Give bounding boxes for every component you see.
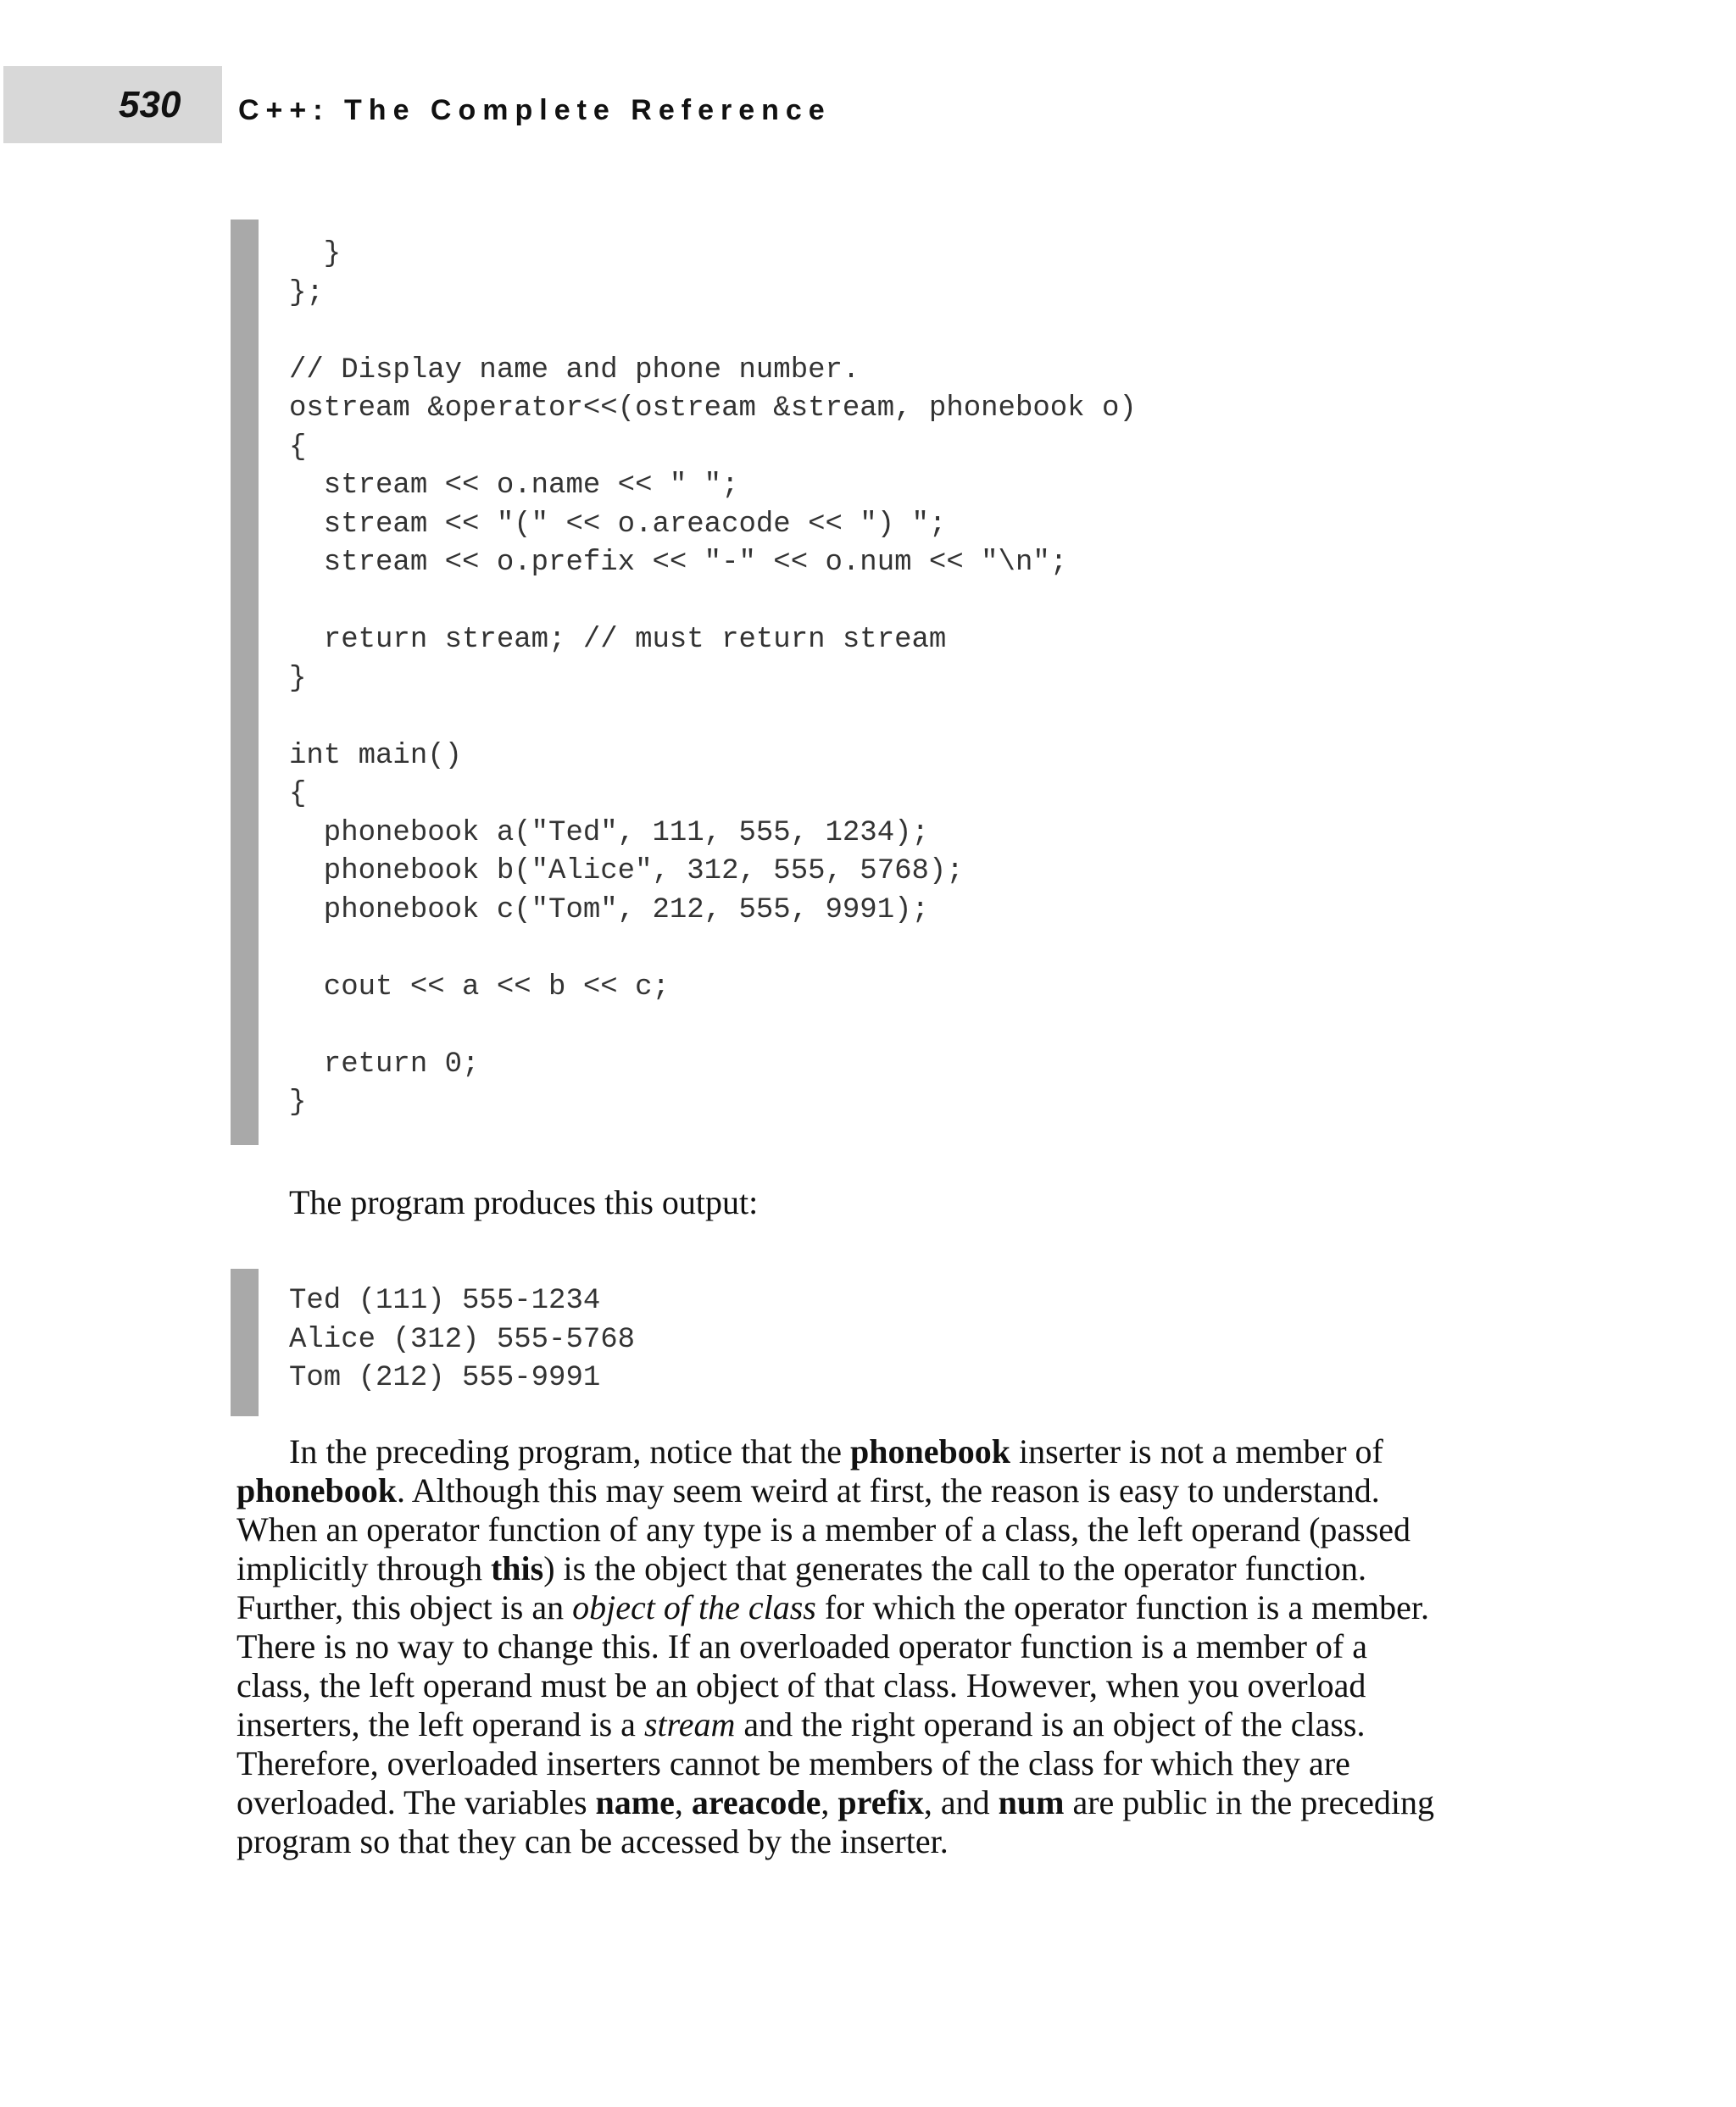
code-line: } (289, 238, 342, 270)
code-listing-bar (231, 220, 259, 1145)
code-line: stream << "(" << o.areacode << ") "; (289, 508, 947, 541)
paragraph-line: When an operator function of any type is a member of a class, the left operand (passed (236, 1510, 1411, 1548)
code-line: } (289, 1087, 307, 1119)
code-line: stream << o.prefix << "-" << o.num << "\n"; (289, 547, 1068, 579)
output-line: Ted (111) 555-1234 (289, 1285, 601, 1317)
code-line: phonebook b("Alice", 312, 555, 5768); (289, 855, 964, 887)
paragraph-line: phonebook. Although this may seem weird at first, the reason is easy to understand. (236, 1471, 1380, 1509)
code-line: phonebook a("Ted", 111, 555, 1234); (289, 816, 929, 849)
code-line: } (289, 662, 307, 695)
program-output-bar (231, 1269, 259, 1416)
code-line: int main() (289, 739, 463, 772)
page-number: 530 (119, 84, 181, 125)
paragraph-line: program so that they can be accessed by the inserter. (236, 1822, 949, 1860)
paragraph-line: There is no way to change this. If an overloaded operator function is a member of a (236, 1627, 1367, 1665)
paragraph-line: Therefore, overloaded inserters cannot be members of the class for which they are (236, 1744, 1350, 1782)
paragraph-line: implicitly through this) is the object that generates the call to the operator function. (236, 1549, 1366, 1587)
code-line: }; (289, 276, 324, 309)
code-line: phonebook c("Tom", 212, 555, 9991); (289, 893, 929, 926)
code-line: ostream &operator<<(ostream &stream, phonebook o) (289, 392, 1137, 425)
paragraph-line: inserters, the left operand is a stream and the right operand is an object of the class. (236, 1705, 1366, 1743)
code-line: return 0; (289, 1048, 480, 1081)
code-listing (289, 236, 1137, 1123)
output-line: Alice (312) 555-5768 (289, 1323, 636, 1356)
output-line: Tom (212) 555-9991 (289, 1362, 601, 1394)
body-paragraph (236, 1432, 1491, 1861)
output-intro-text: The program produces this output: (289, 1183, 759, 1221)
code-line: { (289, 778, 307, 810)
paragraph-line: overloaded. The variables name, areacode, prefix, and num are public in the preceding (236, 1783, 1434, 1821)
paragraph-line: In the preceding program, notice that the phonebook inserter is not a member of (289, 1432, 1383, 1470)
paragraph-line: Further, this object is an object of the class for which the operator function is a member. (236, 1588, 1429, 1626)
code-line: cout << a << b << c; (289, 970, 670, 1003)
code-line: // Display name and phone number. (289, 353, 860, 386)
page-number-tab (3, 66, 222, 143)
program-output (289, 1282, 635, 1398)
paragraph-line: class, the left operand must be an object of that class. However, when you overload (236, 1666, 1366, 1704)
code-line: stream << o.name << " "; (289, 470, 739, 502)
running-title: C++: The Complete Reference (238, 94, 832, 126)
code-line: { (289, 431, 307, 464)
code-line: return stream; // must return stream (289, 624, 947, 656)
